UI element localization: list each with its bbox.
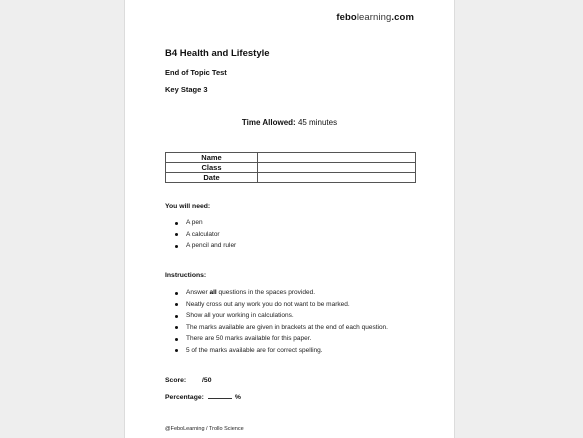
score-line — [165, 377, 212, 384]
brand-bold: febo — [336, 12, 357, 23]
you-will-need-heading: You will need: — [165, 203, 211, 210]
percentage-line — [165, 392, 241, 401]
name-field[interactable] — [258, 153, 416, 163]
instruction-text-pre: Answer — [186, 289, 210, 296]
list-item: A pen — [165, 217, 236, 229]
document-title: B4 Health and Lifestyle — [165, 48, 270, 59]
student-info-table — [165, 152, 416, 183]
list-item — [165, 287, 388, 299]
list-item: Neatly cross out any work you do not want to be marked. — [165, 299, 388, 311]
table-row — [166, 153, 416, 163]
list-item: A calculator — [165, 229, 236, 241]
time-allowed-value: 45 minutes — [297, 118, 338, 127]
equipment-list — [165, 217, 236, 252]
class-field[interactable] — [258, 163, 416, 173]
percentage-label: Percentage: — [165, 394, 204, 401]
brand-suffix: .com — [391, 12, 414, 23]
instructions-heading: Instructions: — [165, 272, 207, 279]
footer-credit: @FeboLearning / Trollo Science — [165, 426, 244, 432]
name-label: Name — [166, 153, 258, 163]
list-item: 5 of the marks available are for correct spelling. — [165, 345, 388, 357]
time-allowed-label: Time Allowed: — [241, 118, 296, 127]
class-label: Class — [166, 163, 258, 173]
list-item: Show all your working in calculations. — [165, 310, 388, 322]
document-subtitle: End of Topic Test — [165, 68, 227, 77]
table-row — [166, 163, 416, 173]
brand-logo — [336, 12, 414, 23]
table-row — [166, 173, 416, 183]
score-value: /50 — [202, 377, 212, 384]
instruction-text-bold: all — [209, 289, 217, 296]
key-stage-label: Key Stage 3 — [165, 85, 208, 94]
list-item: The marks available are given in brackets at the end of each question. — [165, 322, 388, 334]
document-page — [124, 0, 455, 438]
date-label: Date — [166, 173, 258, 183]
date-field[interactable] — [258, 173, 416, 183]
percentage-blank[interactable] — [208, 392, 232, 399]
score-label: Score: — [165, 377, 187, 384]
instruction-text-post: questions in the spaces provided. — [216, 289, 316, 296]
time-allowed — [125, 118, 454, 127]
list-item: A pencil and ruler — [165, 240, 236, 252]
brand-light: learning — [356, 12, 392, 23]
percentage-unit: % — [234, 394, 241, 401]
list-item: There are 50 marks available for this paper. — [165, 333, 388, 345]
instructions-list — [165, 287, 388, 356]
